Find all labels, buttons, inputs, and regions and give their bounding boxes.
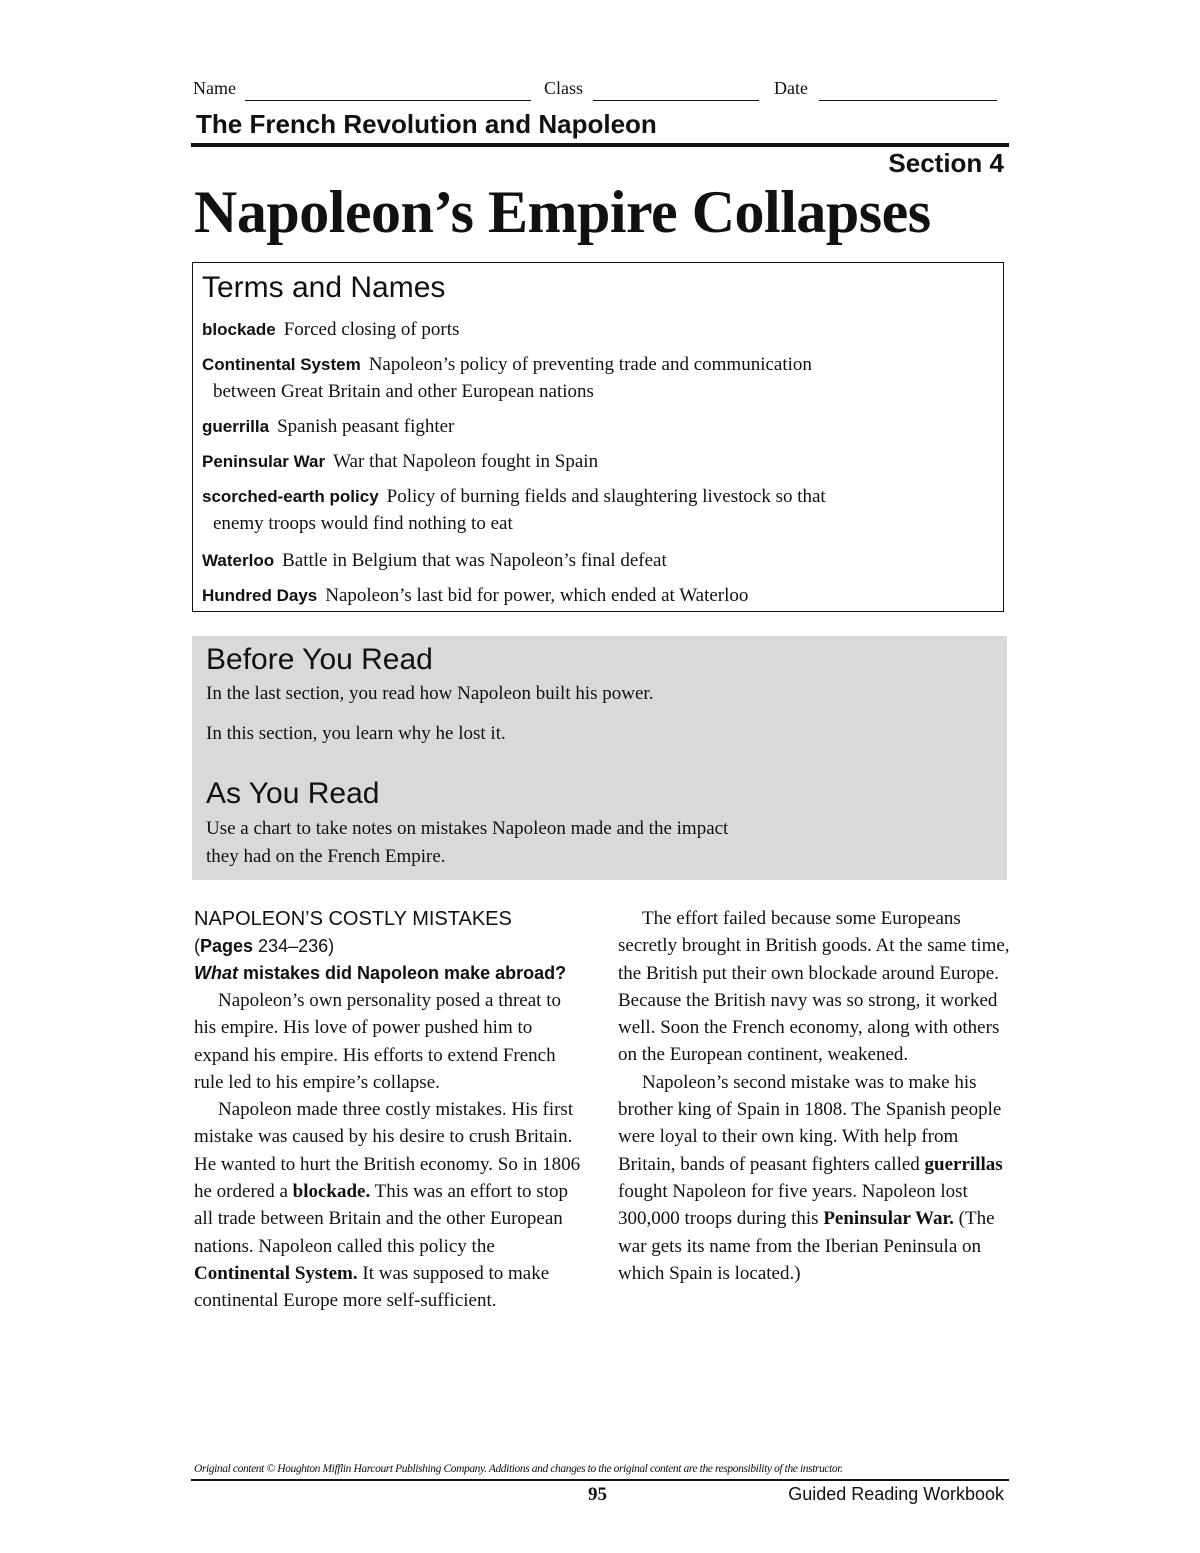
term-name: guerrilla <box>202 417 270 436</box>
guiding-question <box>194 960 584 987</box>
as-you-read-line1: Use a chart to take notes on mistakes Napoleon made and the impact <box>206 818 729 839</box>
term-continental-system <box>202 351 982 405</box>
paragraph-3: The effort failed because some Europeans secretly brought in British goods. At the same time, the British put their own blockade around Europe. Because the British navy was so strong, it worked well. Soon the French economy, along with others on the European continent, weakened. <box>618 908 1010 1066</box>
term-blockade <box>202 316 982 343</box>
term-highlight-blockade: blockade. <box>292 1181 371 1203</box>
question-emphasis: What <box>194 963 238 983</box>
as-you-read-heading: As You Read <box>206 777 380 810</box>
question-text: mistakes did Napoleon make abroad? <box>238 963 567 983</box>
term-name: Peninsular War <box>202 452 326 471</box>
paragraph-4: Napoleon’s second mistake was to make his brother king of Spain in 1808. The Spanish people were loyal to their own king. With help from Britain, bands of peasant fighters called guerrillas fought Napoleon for five years. Napoleon lost 300,000 troops during this Peninsular War. (The war gets its name from the Iberian Peninsula on which Spain is located.) <box>618 1071 1003 1284</box>
page-title: Napoleon’s Empire Collapses <box>194 179 931 245</box>
page-number: 95 <box>588 1484 607 1505</box>
term-highlight-continental-system: Continental System. <box>194 1262 358 1284</box>
section-heading: NAPOLEON’S COSTLY MISTAKES <box>194 908 512 930</box>
copyright-notice: Original content © Houghton Mifflin Harcourt Publishing Company. Additions and changes to the original content are the responsibility of the instructor. <box>194 1463 843 1475</box>
before-you-read-p2: In this section, you learn why he lost it. <box>206 723 506 744</box>
paragraph-1: Napoleon’s own personality posed a threat to his empire. His love of power pushed him to expand his empire. His efforts to extend French rule led to his empire’s collapse. <box>194 990 561 1093</box>
class-label: Class <box>544 78 584 98</box>
term-definition: Forced closing of ports <box>283 319 460 340</box>
date-field[interactable] <box>819 100 997 101</box>
term-hundred-days <box>202 582 982 609</box>
before-you-read-heading: Before You Read <box>206 643 433 676</box>
name-label: Name <box>193 78 236 98</box>
section-label: Section 4 <box>888 148 1004 178</box>
date-label: Date <box>774 78 808 98</box>
student-info-line <box>193 78 1003 106</box>
term-name: blockade <box>202 320 276 339</box>
term-highlight-guerrillas: guerrillas <box>924 1153 1003 1175</box>
header-rule <box>191 143 1009 147</box>
term-highlight-peninsular-war: Peninsular War. <box>823 1208 954 1230</box>
footer-rule <box>191 1479 1009 1481</box>
pages-label: Pages <box>200 936 254 956</box>
paragraph-2: Napoleon made three costly mistakes. His first mistake was caused by his desire to crush Britain. He wanted to hurt the British economy. So in 1806 he ordered a blockade. This was an effort to stop all trade between Britain and the other European nations. Napoleon called this policy the Continental System. It was supposed to make continental Europe more self-sufficient. <box>194 1099 581 1312</box>
term-definition: Policy of burning fields and slaughtering livestock so that <box>386 486 826 507</box>
term-waterloo <box>202 547 982 574</box>
term-definition: Napoleon’s policy of preventing trade and communication <box>368 354 812 375</box>
as-you-read-line2: they had on the French Empire. <box>206 846 446 867</box>
term-name: Waterloo <box>202 551 275 570</box>
term-peninsular-war <box>202 448 982 475</box>
terms-heading: Terms and Names <box>202 271 446 304</box>
class-field[interactable] <box>593 100 759 101</box>
workbook-title: Guided Reading Workbook <box>788 1484 1004 1504</box>
pages-range: 234–236) <box>253 936 335 956</box>
term-definition-cont: enemy troops would find nothing to eat <box>213 513 513 534</box>
terms-box <box>192 262 1004 612</box>
term-name: Hundred Days <box>202 586 318 605</box>
term-definition-cont: between Great Britain and other European nations <box>213 381 594 402</box>
term-definition: War that Napoleon fought in Spain <box>333 451 599 472</box>
term-definition: Napoleon’s last bid for power, which ended at Waterloo <box>325 585 749 606</box>
right-column <box>618 905 1018 1287</box>
term-scorched-earth-policy <box>202 483 982 537</box>
term-definition: Spanish peasant fighter <box>277 416 455 437</box>
before-you-read-p1: In the last section, you read how Napoleon built his power. <box>206 683 654 704</box>
left-column <box>194 905 584 1315</box>
chapter-title: The French Revolution and Napoleon <box>196 109 657 139</box>
name-field[interactable] <box>245 100 531 101</box>
pages-reference: (Pages 234–236) <box>194 936 335 956</box>
term-name: Continental System <box>202 355 361 374</box>
term-definition: Battle in Belgium that was Napoleon’s final defeat <box>282 550 667 571</box>
reading-guide-box <box>192 636 1007 880</box>
term-guerrilla <box>202 413 982 440</box>
term-name: scorched-earth policy <box>202 487 379 506</box>
